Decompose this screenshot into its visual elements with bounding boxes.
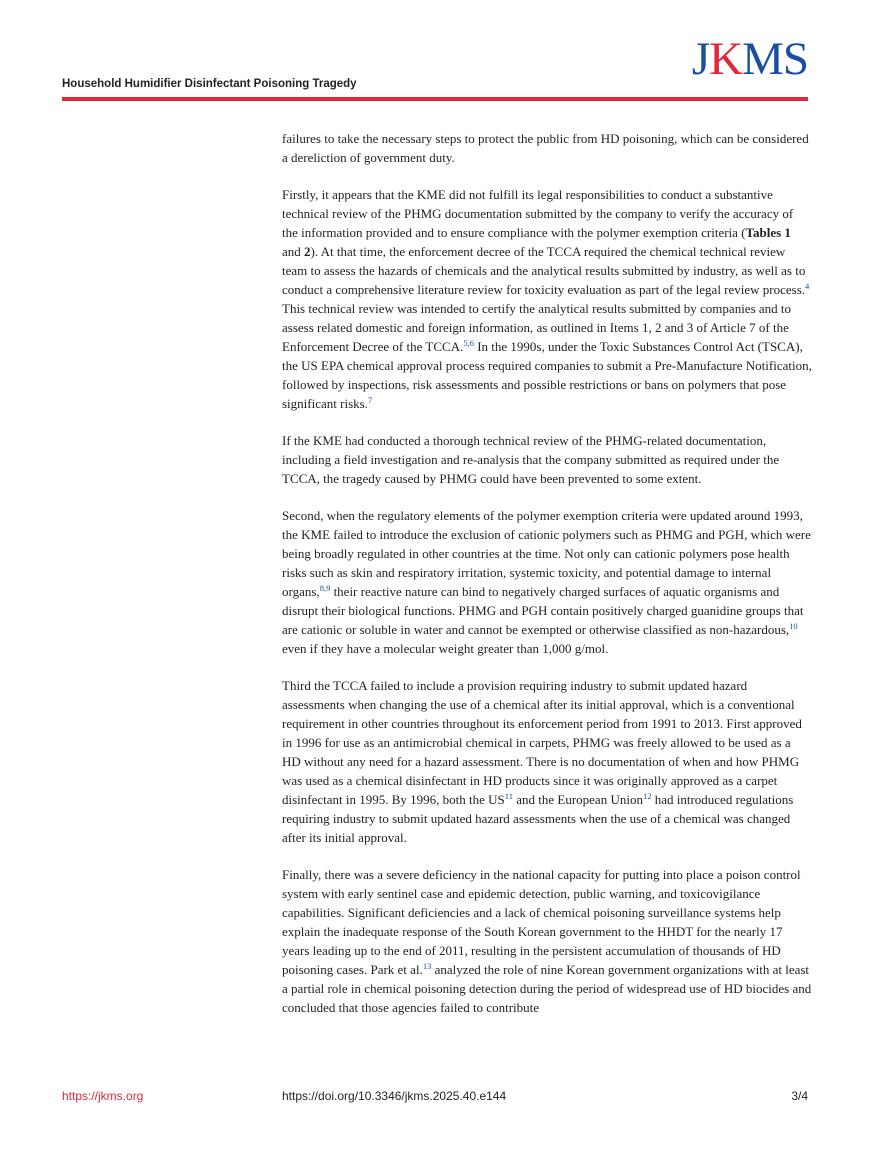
- footer-site-link[interactable]: https://jkms.org: [62, 1089, 144, 1103]
- paragraph-4: Second, when the regulatory elements of the polymer exemption criteria were updated around 1993, the KME failed to introduce the exclusion of cationic polymers such as PHMG and PGH, which were being broadly regulated in other countries at the time. Not only can cationic polymers pose health risks such as skin and respiratory irritation, systemic toxicity, and potential damage to internal organs,$^{8,9}$ their reactive nature can bind to negatively charged surfaces of aquatic organisms and disrupt their biological functions. PHMG and PGH contain positively charged guanidine groups that are cationic or soluble in water and cannot be exempted or otherwise classified as non-hazardous,$^{10}$ even if they have a molecular weight greater than 1,000 g/mol.: [282, 508, 811, 656]
- paragraph-1: failures to take the necessary steps to protect the public from HD poisoning, which can be considered a dereliction of government duty.: [282, 131, 809, 165]
- article-body: [282, 129, 812, 1035]
- table-ref-2[interactable]: 2: [304, 244, 311, 259]
- journal-logo[interactable]: JKMS: [691, 33, 808, 85]
- paragraph-2: Firstly, it appears that the KME did not fulfill its legal responsibilities to conduct a substantive technical review of the PHMG documentation submitted by the company to verify the accuracy of the information provided and to ensure compliance with the polymer exemption criteria (Tables 1 and 2). At that time, the enforcement decree of the TCCA required the chemical technical review team to assess the hazards of chemicals and the analytical results submitted by industry, as well as to conduct a comprehensive literature review for toxicity evaluation as part of the legal review process.$^4$ This technical review was intended to certify the analytical results submitted by companies and to assess related domestic and foreign information, as outlined in Items 1, 2 and 3 of Article 7 of the Enforcement Decree of the TCCA.$^{5,6}$ In the 1990s, under the Toxic Substances Control Act (TSCA), the US EPA chemical approval process required companies to submit a Pre-Manufacture Notification, followed by inspections, risk assessments and possible restrictions or bans on polymers that pose significant risks.$^7$: [282, 187, 812, 411]
- page-number: 3/4: [791, 1089, 808, 1103]
- footer-doi-link[interactable]: https://doi.org/10.3346/jkms.2025.40.e144: [282, 1089, 507, 1103]
- citation-link[interactable]: 11: [504, 791, 513, 801]
- citation-link[interactable]: 5,6: [463, 338, 474, 348]
- citation-link[interactable]: 13: [422, 961, 432, 971]
- paragraph-3: If the KME had conducted a thorough technical review of the PHMG-related documentation, including a field investigation and re-analysis that the company submitted as required under the TCCA, the tragedy caused by PHMG could have been prevented to some extent.: [282, 433, 780, 486]
- citation-link[interactable]: 7: [367, 395, 373, 405]
- running-head-title: Household Humidifier Disinfectant Poisoning Tragedy: [62, 78, 357, 90]
- header-rule: [62, 97, 808, 101]
- paragraph-5: Third the TCCA failed to include a provision requiring industry to submit updated hazard assessments when changing the use of a chemical after its initial approval, which is a conventional requirement in other countries throughout its enforcement period from 1991 to 2013. First approved in 1996 for use as an antimicrobial chemical in carpets, PHMG was freely allowed to be used as a HD without any need for a hazard assessment. There is no documentation of when and how PHMG was used as a chemical disinfectant in HD products since it was originally approved as a carpet disinfectant in 1995. By 1996, both the US$^{11}$ and the European Union$^{12}$ had introduced regulations requiring industry to submit updated hazard assessments when the use of a chemical was changed after its initial approval.: [282, 678, 802, 845]
- table-ref-1[interactable]: Tables 1: [745, 225, 791, 240]
- paragraph-6: Finally, there was a severe deficiency in the national capacity for putting into place a poison control system with early sentinel case and epidemic detection, public warning, and toxicovigilance capabilities. Significant deficiencies and a lack of chemical poisoning surveillance systems help explain the inadequate response of the South Korean government to the HHDT for the nearly 17 years leading up to the end of 2011, resulting in the persistent accumulation of thousands of HD poisoning cases. Park et al.$^{13}$ analyzed the role of nine Korean government organizations with at least a partial role in chemical poisoning detection during the period of widespread use of HD biocides and concluded that those agencies failed to contribute: [282, 867, 812, 1015]
- citation-link[interactable]: 8,9: [319, 583, 331, 593]
- citation-link[interactable]: 4: [805, 281, 810, 291]
- citation-link[interactable]: 12: [642, 791, 652, 801]
- citation-link[interactable]: 10: [789, 621, 798, 631]
